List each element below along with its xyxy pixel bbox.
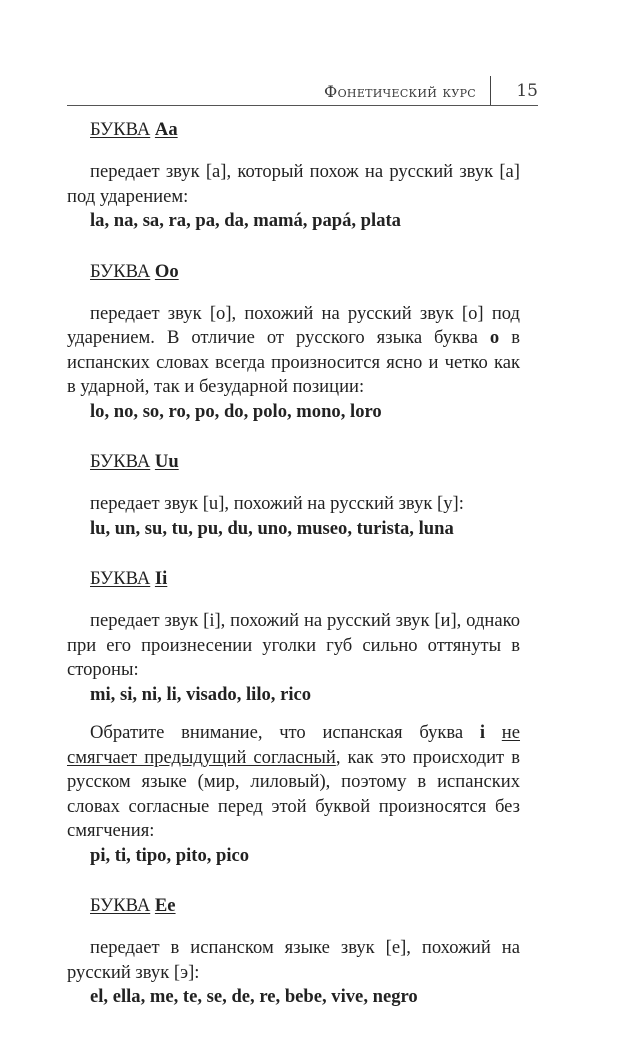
note-underlined-phrase: не смягчает предыдущий согласный (67, 722, 521, 768)
heading-word: БУКВА (90, 260, 151, 282)
running-title: Фонетический курс (324, 82, 476, 101)
note-text-after: , как это происходит в русском языке (мир, лиловый), поэтому в испанских словах согласные перед этой буквой произносятся без смягчения: (67, 746, 520, 841)
note-paragraph (67, 721, 520, 868)
description-text: передает звук [o], похожий на русский звук [о] под ударением. В отличие от русского языка буква (67, 302, 520, 348)
section-description: передает звук [a], который похож на русский звук [а] под ударением: (67, 161, 520, 207)
heading-word: БУКВА (90, 895, 151, 916)
section-description (67, 302, 520, 400)
section-heading (90, 567, 520, 591)
page-number: 15 (516, 81, 538, 101)
section-heading (90, 118, 520, 142)
section-description: передает звук [u], похожий на русский звук [у]: (90, 493, 464, 514)
heading-letter: Aa (154, 119, 178, 140)
section-description: передает звук [i], похожий на русский звук [и], однако при его произнесении уголки губ сильно оттянуты в стороны: (67, 610, 520, 680)
section-examples: mi, si, ni, li, visado, lilo, rico (90, 683, 312, 705)
note-examples: pi, ti, tipo, pito, pico (90, 844, 250, 866)
section-letter-a (67, 118, 520, 234)
section-heading (90, 450, 520, 474)
section-examples: el, ella, me, te, se, de, re, bebe, vive, negro (90, 986, 418, 1007)
section-letter-o (67, 260, 520, 425)
heading-word: БУКВА (90, 119, 151, 140)
description-bold-letter: o (489, 327, 500, 348)
section-letter-e (67, 894, 520, 1010)
section-letter-i (67, 567, 520, 707)
section-heading (90, 894, 520, 918)
section-heading (90, 260, 520, 284)
note-text-before: Обратите внимание, что испанская буква (90, 722, 480, 743)
heading-letter: Ii (154, 568, 168, 589)
section-examples: la, na, sa, ra, pa, da, mamá, papá, plata (90, 210, 401, 231)
heading-word: БУКВА (90, 568, 151, 589)
section-description: передает в испанском языке звук [e], похожий на русский звук [э]: (67, 937, 520, 983)
section-examples: lu, un, su, tu, pu, du, uno, museo, turista, luna (90, 517, 454, 539)
page-content (67, 0, 520, 1050)
note-bold-letter: i (479, 722, 486, 743)
description-text: в испанских словах всегда произносится ясно и четко как в ударной, так и безударной позиции: (67, 327, 520, 397)
heading-letter: Uu (154, 451, 179, 472)
section-examples: lo, no, so, ro, po, do, polo, mono, loro (90, 400, 382, 422)
heading-letter: Oo (154, 260, 179, 282)
heading-letter: Ee (154, 895, 176, 916)
heading-word: БУКВА (90, 451, 151, 472)
section-letter-u (67, 450, 520, 541)
note-text (67, 721, 520, 844)
